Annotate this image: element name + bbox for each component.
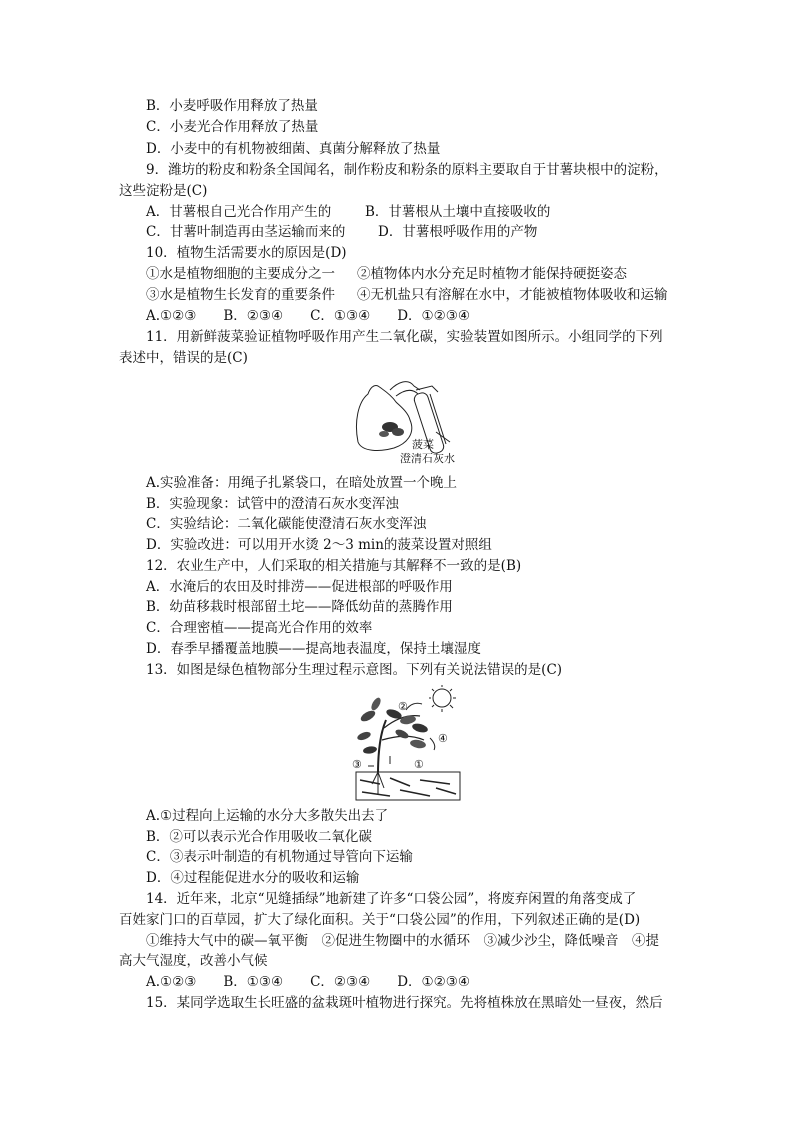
q10-statement-1: ①水是植物细胞的主要成分之一 [146, 266, 335, 282]
q10-statement-2: ②植物体内水分充足时植物才能保持硬挺姿态 [357, 266, 627, 282]
q12-option-c: C．合理密植——提高光合作用的效率 [146, 620, 373, 636]
q8-option-d: D．小麦中的有机物被细菌、真菌分解释放了热量 [146, 141, 441, 157]
q10-statement-4: ④无机盐只有溶解在水中，才能被植物体吸收和运输 [357, 287, 668, 303]
q14-stem-cont: 百姓家门口的百草园，扩大了绿化面积。关于“口袋公园”的作用，下列叙述正确的是(D) [119, 912, 641, 928]
q11-stem-cont: 表述中，错误的是(C) [119, 350, 248, 366]
q9-option-c: C．甘薯叶制造再由茎运输而来的 [146, 224, 346, 240]
q9-option-a: A．甘薯根自己光合作用产生的 [146, 204, 332, 220]
q12-option-a: A．水淹后的农田及时排涝——促进根部的呼吸作用 [146, 579, 453, 595]
q12-option-d: D．春季早播覆盖地膜——提高地表温度，保持土壤湿度 [146, 641, 481, 657]
q9-option-d: D．甘薯根呼吸作用的产物 [378, 224, 538, 240]
q14-stem: 14．近年来，北京“见缝插绿”地新建了许多“口袋公园”，将废弃闲置的角落变成了 [146, 891, 637, 907]
q10-stem: 10．植物生活需要水的原因是(D) [146, 245, 347, 261]
plastic-bag-drawing [356, 382, 420, 451]
q8-option-b: B．小麦呼吸作用释放了热量 [146, 98, 318, 114]
figure-label-2: ② [398, 700, 408, 713]
q11-stem: 11．用新鲜菠菜验证植物呼吸作用产生二氧化碳，实验装置如图所示。小组同学的下列 [146, 329, 663, 345]
spinach-drawing [379, 422, 404, 437]
q11-option-d: D．实验改进：可以用开水烫 2～3 min的菠菜设置对照组 [146, 537, 492, 553]
figure-label-3: ③ [352, 758, 362, 771]
q13-option-d: D．④过程能促进水分的吸收和运输 [146, 870, 360, 886]
q12-option-b: B．幼苗移栽时根部留土坨——降低幼苗的蒸腾作用 [146, 599, 453, 615]
figure-label-1: ① [414, 758, 424, 771]
q11-option-a: A.实验准备：用绳子扎紧袋口，在暗处放置一个晚上 [146, 475, 458, 491]
q12-stem: 12．农业生产中，人们采取的相关措施与其解释不一致的是(B) [146, 558, 522, 574]
q9-option-b: B．甘薯根从土壤中直接吸收的 [365, 204, 551, 220]
q11-experiment-figure [350, 372, 490, 467]
figure-label-spinach: 菠菜 [412, 438, 434, 451]
q13-option-c: C．③表示叶制造的有机物通过导管向下运输 [146, 849, 413, 865]
q10-options: A.①②③ B．②③④ C．①③④ D．①②③④ [146, 308, 470, 324]
figure-label-limewater: 澄清石灰水 [400, 452, 455, 465]
q10-statement-3: ③水是植物生长发育的重要条件 [146, 287, 335, 303]
soil-drawing [356, 772, 460, 800]
q13-option-b: B．②可以表示光合作用吸收二氧化碳 [146, 829, 372, 845]
sun-drawing [429, 685, 456, 712]
q14-statements: ①维持大气中的碳—氧平衡 ②促进生物圈中的水循环 ③减少沙尘，降低噪音 ④提 [146, 933, 659, 949]
q14-options: A.①②③ B．①③④ C．②③④ D．①②③④ [146, 974, 470, 990]
q8-option-c: C．小麦光合作用释放了热量 [146, 119, 319, 135]
q15-stem: 15．某同学选取生长旺盛的盆栽斑叶植物进行探究。先将植株放在黑暗处一昼夜，然后 [146, 995, 663, 1011]
q9-stem: 9．潍坊的粉皮和粉条全国闻名，制作粉皮和粉条的原料主要取自于甘薯块根中的淀粉， [146, 162, 668, 178]
q9-stem-cont: 这些淀粉是(C) [119, 183, 208, 199]
q13-stem: 13．如图是绿色植物部分生理过程示意图。下列有关说法错误的是(C) [146, 662, 563, 678]
figure-label-4: ④ [438, 732, 448, 745]
q13-option-a: A.①过程向上运输的水分大多散失出去了 [146, 808, 389, 824]
q11-option-b: B．实验现象：试管中的澄清石灰水变浑浊 [146, 496, 399, 512]
q14-statements-cont: 高大气湿度，改善小气候 [119, 953, 268, 969]
q11-option-c: C．实验结论：二氧化碳能使澄清石灰水变浑浊 [146, 516, 427, 532]
q13-plant-figure [350, 684, 470, 804]
